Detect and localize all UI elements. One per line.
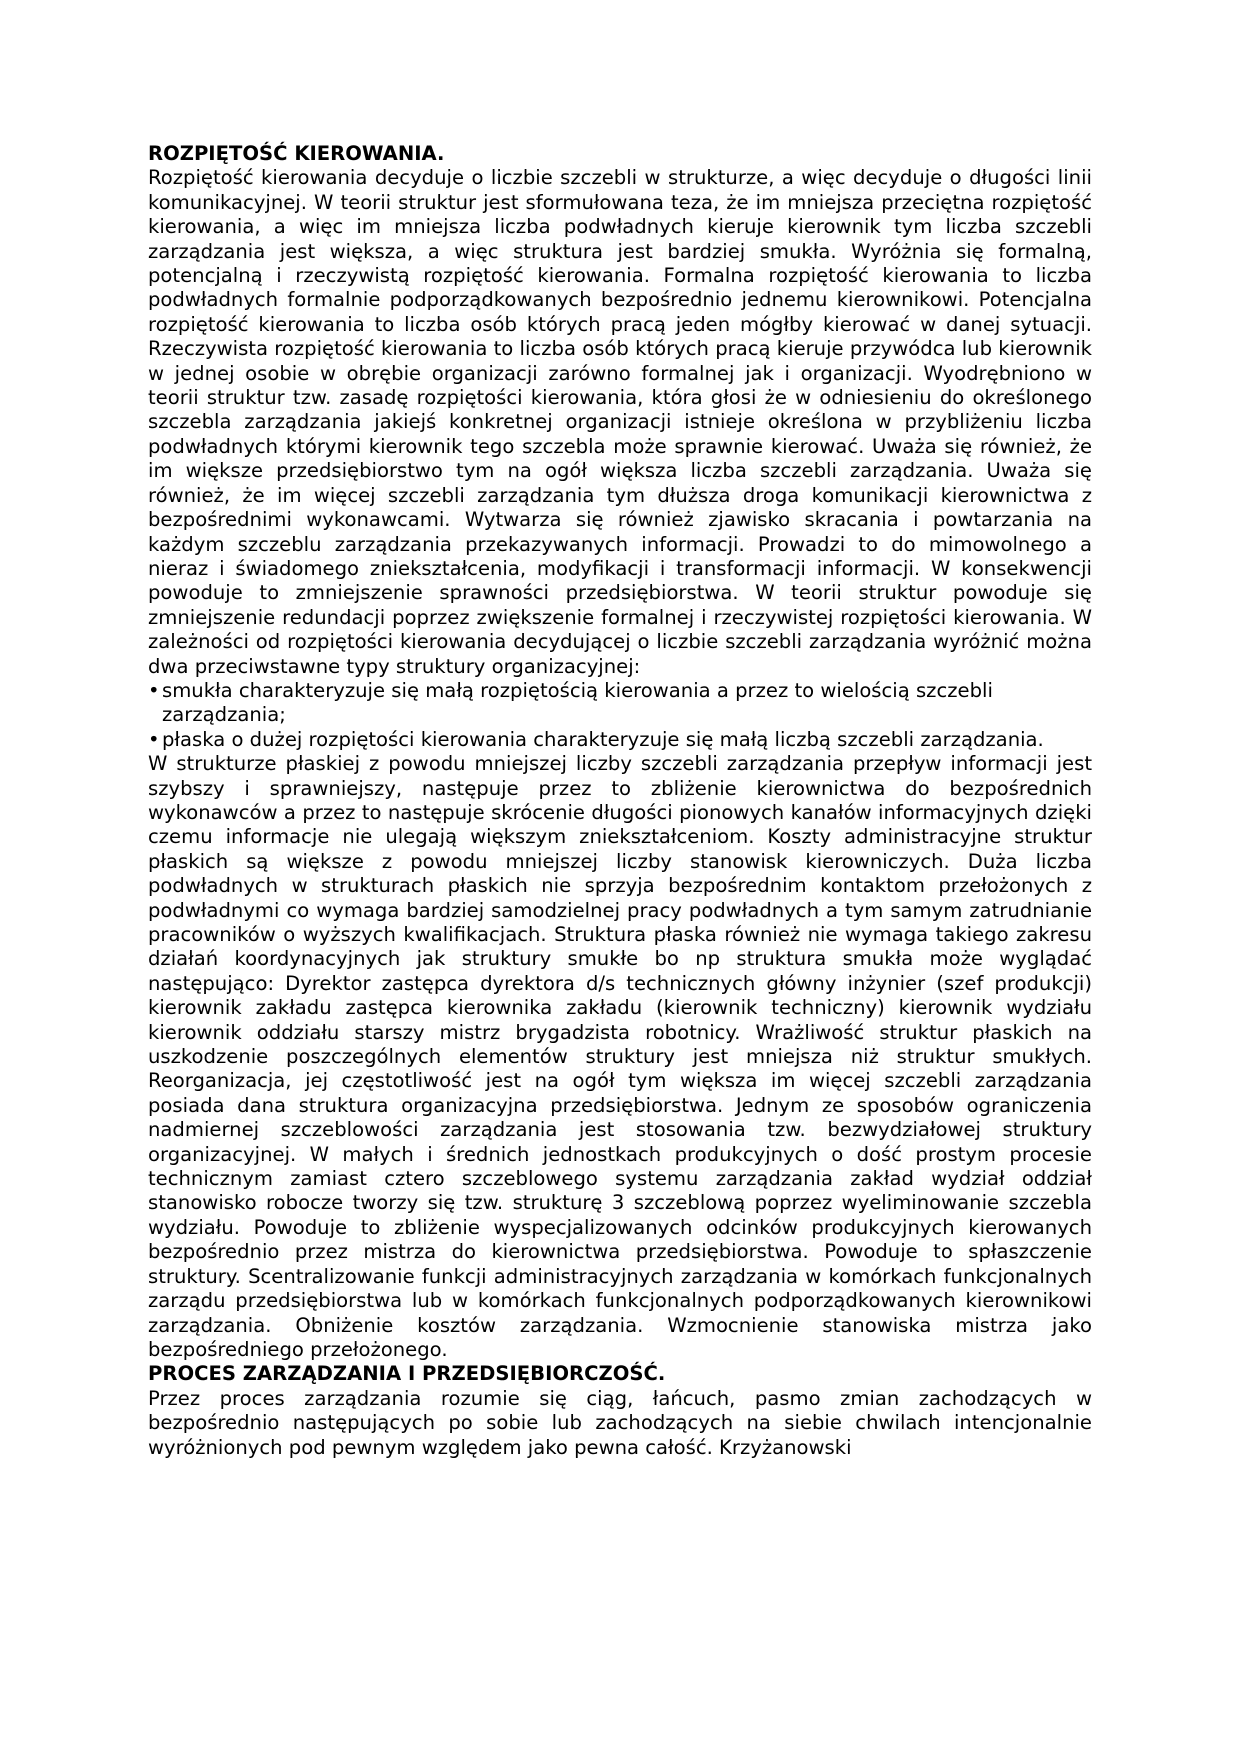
list-item-tall-structure: [148, 679, 1092, 728]
section-heading-management-process: PROCES ZARZĄDZANIA I PRZEDSIĘBIORCZOŚĆ.: [148, 1362, 666, 1386]
paragraph-flat-structure: W strukturze płaskiej z powodu mniejszej liczby szczebli zarządzania przepływ informacji jest szybszy i sprawniejszy, następuje przez to zbliżenie kierownictwa do bezpośrednich wykonawców a przez to następuje skrócenie długości pionowych kanałów informacyjnych dzięki czemu informacje nie ulegają większym zniekształceniom. Koszty administracyjne struktur płaskich są większe z powodu mniejszej liczby stanowisk kierowniczych. Duża liczba podwładnych w strukturach płaskich nie sprzyja bezpośrednim kontaktom przełożonych z podwładnymi co wymaga bardziej samodzielnej pracy podwładnych a tym samym zatrudnianie pracowników o wyższych kwalifikacjach. Struktura płaska również nie wymaga takiego zakresu działań koordynacyjnych jak struktury smukłe bo np struktura smukła może wyglądać następująco: Dyrektor zastępca dyrektora d/s technicznych główny inżynier (szef produkcji) kierownik zakładu zastępca kierownika zakładu (kierownik techniczny) kierownik wydziału kierownik oddziału starszy mistrz brygadzista robotnicy. Wrażliwość struktur płaskich na uszkodzenie poszczególnych elementów struktury jest mniejsza niż struktur smukłych. Reorganizacja, jej częstotliwość jest na ogół tym większa im więcej szczebli zarządzania posiada dana struktura organizacyjna przedsiębiorstwa. Jednym ze sposobów ograniczenia nadmiernej szczeblowości zarządzania jest stosowania tzw. bezwydziałowej struktury organizacyjnej. W małych i średnich jednostkach produkcyjnych o dość prostym procesie technicznym zamiast cztero szczeblowego systemu zarządzania zakład wydział oddział stanowisko robocze tworzy się tzw. strukturę 3 szczeblową poprzez wyeliminowanie szczebla wydziału. Powoduje to zbliżenie wyspecjalizowanych odcinków produkcyjnych kierowanych bezpośrednio przez mistrza do kierownictwa przedsiębiorstwa. Powoduje to spłaszczenie struktury. Scentralizowanie funkcji administracyjnych zarządzania w komórkach funkcjonalnych zarządu przedsiębiorstwa lub w komórkach funkcjonalnych podporządkowanych kierownikowi zarządzania. Obniżenie kosztów zarządzania. Wzmocnienie stanowiska mistrza jako bezpośredniego przełożonego.: [148, 752, 1092, 1361]
bullet-icon: •: [148, 678, 160, 702]
list-item-flat-structure: [148, 728, 1092, 752]
document-page: [148, 142, 1092, 1460]
list-item-text: płaska o dużej rozpiętości kierowania charakteryzuje się małą liczbą szczebli zarządzania.: [162, 727, 1044, 751]
paragraph-span-of-control-intro: Rozpiętość kierowania decyduje o liczbie szczebli w strukturze, a więc decyduje o długości linii komunikacyjnej. W teorii struktur jest sformułowana teza, że im mniejsza przeciętna rozpiętość kierowania, a więc im mniejsza liczba podwładnych kieruje kierownik tym liczba szczebli zarządzania jest większa, a więc struktura jest bardziej smukła. Wyróżnia się formalną, potencjalną i rzeczywistą rozpiętość kierowania. Formalna rozpiętość kierowania to liczba podwładnych formalnie podporządkowanych bezpośrednio jednemu kierownikowi. Potencjalna rozpiętość kierowania to liczba osób których pracą jeden mógłby kierować w danej sytuacji. Rzeczywista rozpiętość kierowania to liczba osób których pracą kieruje przywódca lub kierownik w jednej osobie w obrębie organizacji zarówno formalnej jak i organizacji. Wyodrębniono w teorii struktur tzw. zasadę rozpiętości kierowania, która głosi że w odniesieniu do określonego szczebla zarządzania jakiejś konkretnej organizacji istnieje określona w przybliżeniu liczba podwładnych którymi kierownik tego szczebla może sprawnie kierować. Uważa się również, że im większe przedsiębiorstwo tym na ogół większa liczba szczebli zarządzania. Uważa się również, że im więcej szczebli zarządzania tym dłuższa droga komunikacji kierownictwa z bezpośrednimi wykonawcami. Wytwarza się również zjawisko skracania i powtarzania na każdym szczeblu zarządzania przekazywanych informacji. Prowadzi to do mimowolnego a nieraz i świadomego zniekształcenia, modyfikacji i transformacji informacji. W konsekwencji powoduje to zmniejszenie sprawności przedsiębiorstwa. W teorii struktur powoduje się zmniejszenie redundacji poprzez zwiększenie formalnej i rzeczywistej rozpiętości kierowania. W zależności od rozpiętości kierowania decydującej o liczbie szczebli zarządzania wyróżnić można dwa przeciwstawne typy struktury organizacyjnej:: [148, 166, 1092, 678]
structure-types-list: [148, 679, 1092, 752]
list-item-text: smukła charakteryzuje się małą rozpiętością kierowania a przez to wielością szczebli zarządzania;: [162, 678, 993, 727]
paragraph-management-process: Przez proces zarządzania rozumie się ciąg, łańcuch, pasmo zmian zachodzących w bezpośrednio następujących po sobie lub zachodzących na siebie chwilach intencjonalnie wyróżnionych pod pewnym względem jako pewna całość. Krzyżanowski: [148, 1386, 1092, 1459]
section-heading-span-of-control: ROZPIĘTOŚĆ KIEROWANIA.: [148, 142, 445, 165]
bullet-icon: •: [148, 727, 160, 751]
